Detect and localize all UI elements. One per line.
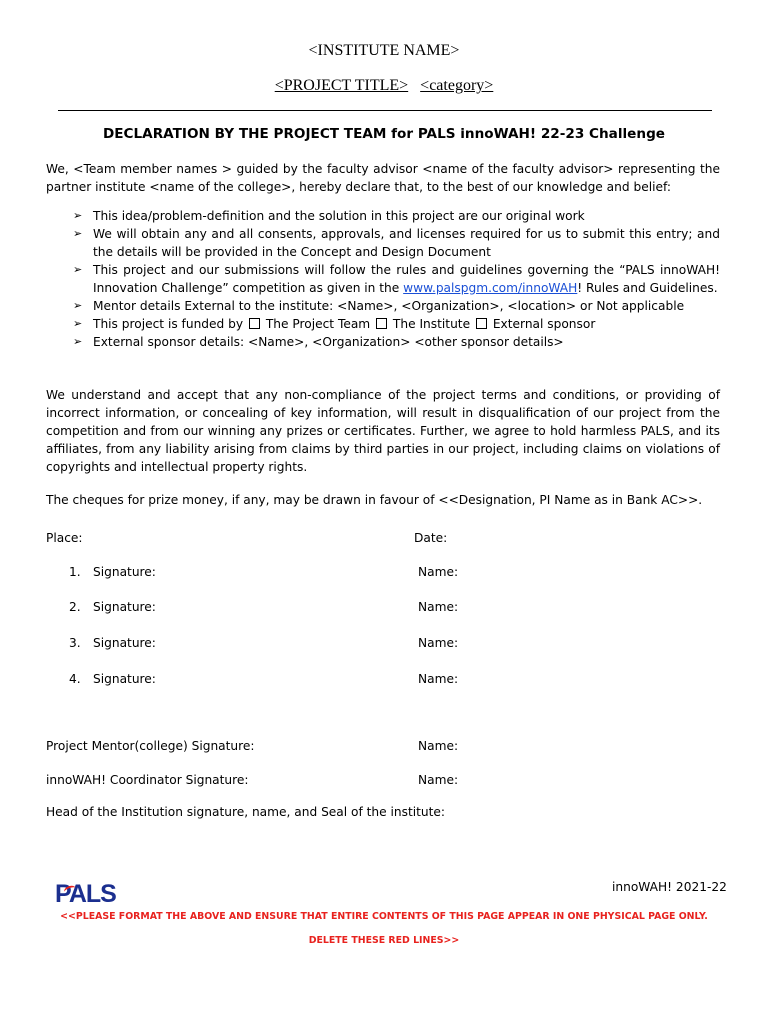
arrow-bullet-icon: ➢ bbox=[73, 317, 83, 330]
place-label: Place: bbox=[46, 531, 83, 545]
cheques-text: The cheques for prize money, if any, may be drawn in favour of <<Designation, PI Name as in Bank AC>>. bbox=[46, 493, 703, 507]
arrow-bullet-icon: ➢ bbox=[73, 335, 83, 348]
project-title: <PROJECT TITLE> bbox=[274, 77, 409, 94]
mentor-name-label: Name: bbox=[418, 739, 459, 753]
arrow-bullet-icon: ➢ bbox=[73, 263, 83, 276]
signature-label: Signature: bbox=[93, 636, 156, 650]
signature-label: Signature: bbox=[93, 600, 156, 614]
declaration-list bbox=[46, 207, 720, 351]
name-label: Name: bbox=[418, 565, 459, 579]
date-label: Date: bbox=[414, 531, 448, 545]
coordinator-signature-label: innoWAH! Coordinator Signature: bbox=[46, 773, 249, 787]
signature-number: 1. bbox=[69, 565, 81, 579]
name-label: Name: bbox=[418, 600, 459, 614]
signature-number: 4. bbox=[69, 672, 81, 686]
arrow-bullet-icon: ➢ bbox=[73, 227, 83, 240]
intro-paragraph: We, <Team member names > guided by the faculty advisor <name of the faculty advisor> representing the partner institute <name of the college>, hereby declare that, to the best of our knowledge and belief: bbox=[46, 162, 720, 194]
arrow-bullet-icon: ➢ bbox=[73, 209, 83, 222]
head-signature-label: Head of the Institution signature, name, and Seal of the institute: bbox=[46, 805, 446, 819]
list-item: ➢ External sponsor details: <Name>, <Organization> <other sponsor details> bbox=[73, 335, 564, 349]
header-divider bbox=[58, 110, 712, 111]
format-notice: <<PLEASE FORMAT THE ABOVE AND ENSURE THAT ENTIRE CONTENTS OF THIS PAGE APPEAR IN ONE PHYSICAL PAGE ONLY. bbox=[60, 911, 708, 922]
name-label: Name: bbox=[418, 636, 459, 650]
list-item: ➢ We will obtain any and all consents, approvals, and licenses required for us to submit this entry; and the details will be provided in the Concept and Design Document bbox=[73, 227, 720, 259]
name-label: Name: bbox=[418, 672, 459, 686]
declaration-title: DECLARATION BY THE PROJECT TEAM for PALS innoWAH! 22-23 Challenge bbox=[102, 126, 666, 142]
checkbox-project-team[interactable] bbox=[249, 318, 260, 329]
footer-year: innoWAH! 2021-22 bbox=[612, 880, 727, 894]
signature-number: 2. bbox=[69, 600, 81, 614]
coordinator-name-label: Name: bbox=[418, 773, 459, 787]
rules-link[interactable]: www.palspgm.com/innoWAH bbox=[403, 281, 578, 295]
institute-name: <INSTITUTE NAME> bbox=[308, 42, 460, 59]
signature-label: Signature: bbox=[93, 672, 156, 686]
project-title-line bbox=[0, 77, 768, 95]
list-item: ➢ This idea/problem-definition and the solution in this project are our original work bbox=[73, 209, 585, 223]
list-item: ➢ Mentor details External to the institute: <Name>, <Organization>, <location> or Not applicable bbox=[73, 299, 685, 313]
list-item: ➢ This project and our submissions will follow the rules and guidelines governing the “PALS innoWAH! Innovation Challenge” competition as given in the www.palspgm.com/innoWAH! Rules and Guidelines. bbox=[73, 263, 720, 295]
checkbox-institute[interactable] bbox=[376, 318, 387, 329]
checkbox-external-sponsor[interactable] bbox=[476, 318, 487, 329]
mentor-signature-label: Project Mentor(college) Signature: bbox=[46, 739, 255, 753]
signature-number: 3. bbox=[69, 636, 81, 650]
signature-label: Signature: bbox=[93, 565, 156, 579]
delete-notice: DELETE THESE RED LINES>> bbox=[308, 935, 460, 946]
list-item: ➢ This project is funded by The Project Team The Institute External sponsor bbox=[73, 317, 596, 331]
pals-logo: PALS bbox=[55, 880, 116, 908]
project-category: <category> bbox=[420, 77, 494, 94]
compliance-paragraph: We understand and accept that any non-compliance of the project terms and conditions, or providing of incorrect information, or concealing of key information, will result in disqualification of our project from the competition and from our winning any prizes or certificates. Further, we agree to hold harmless PALS, and its affiliates, from any liability arising from claims by third parties in our project, including claims on violations of copyrights and intellectual property rights. bbox=[46, 388, 720, 474]
arrow-bullet-icon: ➢ bbox=[73, 299, 83, 312]
